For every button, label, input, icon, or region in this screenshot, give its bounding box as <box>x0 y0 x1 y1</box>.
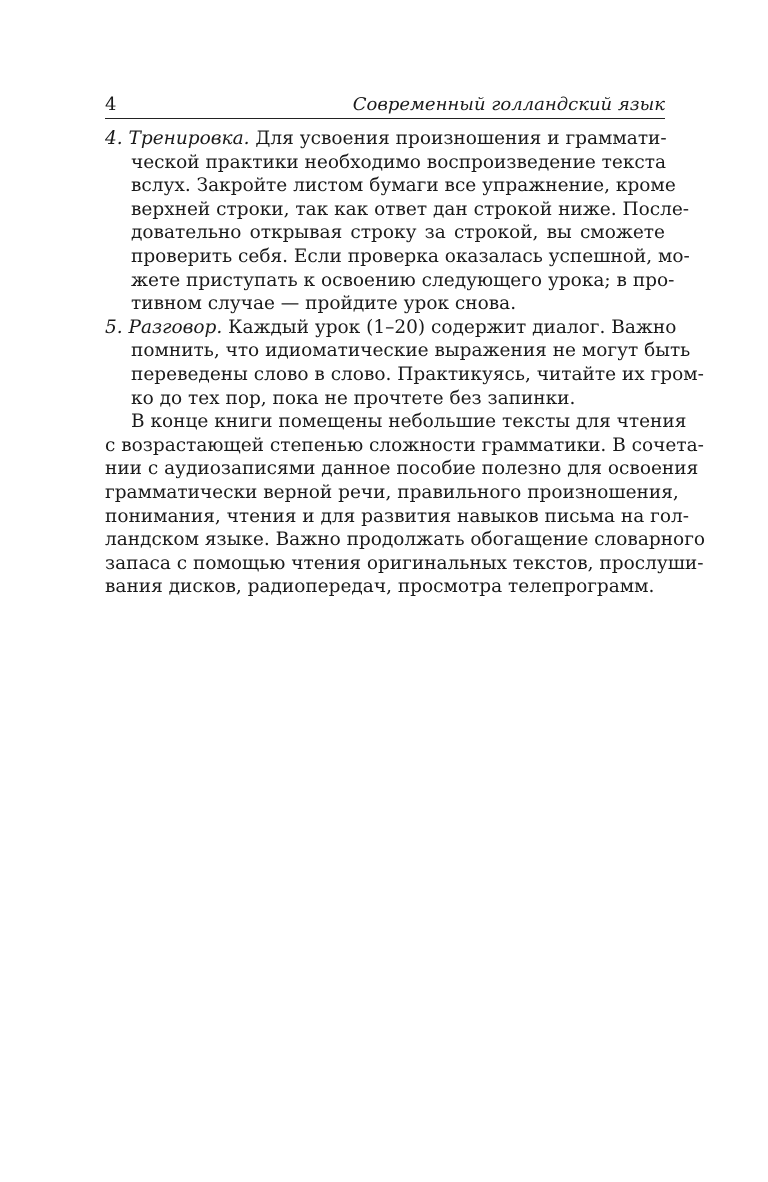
page-body <box>105 127 706 599</box>
line-text: Каждый урок (1–20) содержит диалог. Важно <box>228 316 677 338</box>
running-title: Современный голландский язык <box>352 94 665 115</box>
text-line: проверить себя. Если проверка оказалась успешной, мо- <box>131 245 690 267</box>
text-line: с возрастающей степенью сложности грамматики. В сочета- <box>105 434 704 456</box>
text-line: нии с аудиозаписями данное пособие полезно для освоения <box>105 458 699 480</box>
text-line: ландском языке. Важно продолжать обогащение словарного <box>105 529 706 551</box>
list-item-conversation <box>105 316 704 410</box>
item-number: 4. <box>105 128 123 149</box>
text-line <box>105 127 665 151</box>
text-line: понимания, чтения и для развития навыков письма на гол- <box>105 505 689 527</box>
page-number: 4 <box>105 94 117 115</box>
list-item-training <box>105 127 690 316</box>
text-line: тивном случае — пройдите урок снова. <box>131 293 517 315</box>
text-line: ко до тех пор, пока не прочтете без запинки. <box>131 387 576 409</box>
text-line: ческой практики необходимо воспроизведение текста <box>131 151 667 173</box>
item-term: Тренировка. <box>128 128 250 149</box>
page-header <box>105 84 665 119</box>
text-line: переведены слово в слово. Практикуясь, читайте их гром- <box>131 363 704 385</box>
text-line <box>105 316 677 340</box>
text-line: запаса с помощью чтения оригинальных текстов, прослуши- <box>105 552 704 574</box>
text-line: грамматически верной речи, правильного произношения, <box>105 481 679 503</box>
book-page <box>105 84 706 599</box>
line-text: Для усвоения произношения и граммати- <box>255 128 667 149</box>
text-line: вслух. Закройте листом бумаги все упражнение, кроме <box>131 175 676 197</box>
text-line: верхней строки, так как ответ дан строкой ниже. После- <box>131 198 690 220</box>
item-term: Разговор. <box>128 316 223 338</box>
item-number: 5. <box>105 316 123 338</box>
text-line: вания дисков, радиопередач, просмотра телепрограмм. <box>105 576 655 598</box>
closing-paragraph <box>105 410 706 599</box>
text-line: жете приступать к освоению следующего урока; в про- <box>131 269 675 291</box>
text-line: довательно открывая строку за строкой, вы сможете <box>131 222 665 244</box>
text-line: В конце книги помещены небольшие тексты для чтения <box>131 411 687 433</box>
text-line: помнить, что идиоматические выражения не могут быть <box>131 340 691 362</box>
